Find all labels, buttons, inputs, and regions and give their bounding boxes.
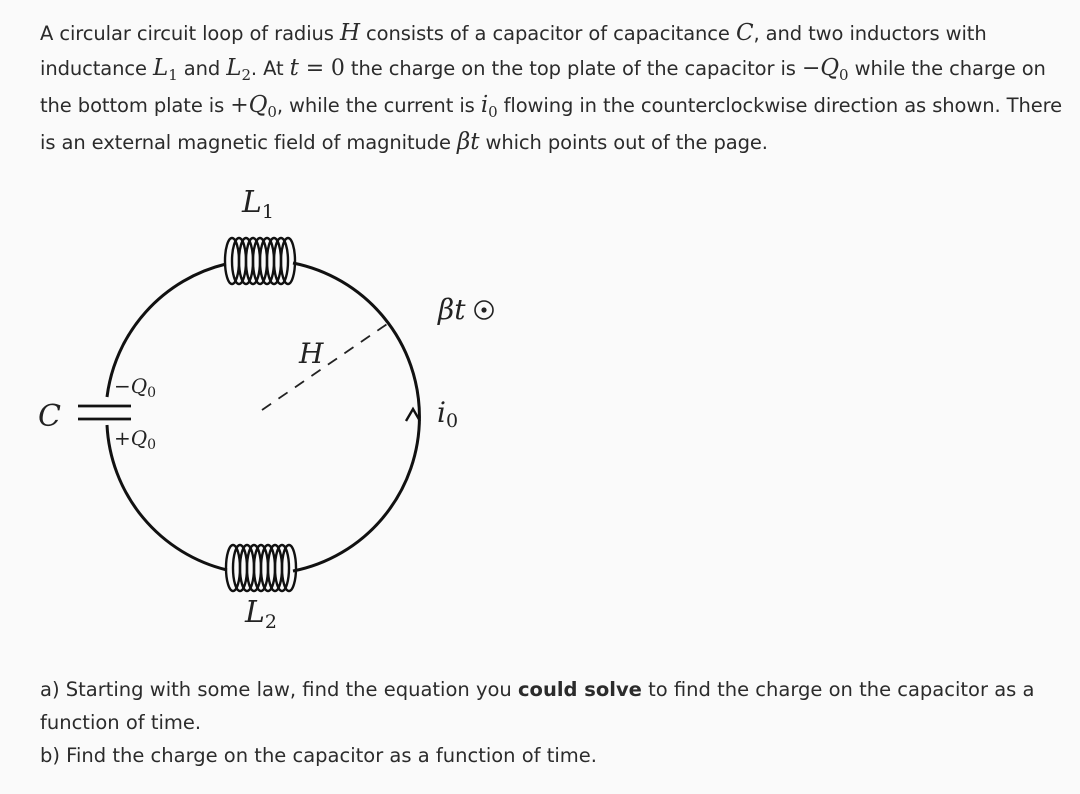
subscript: 0 bbox=[839, 66, 849, 84]
text: flowing in the counterclockwise direction as shown. There is an external magnetic field of magnitude bbox=[40, 94, 1063, 154]
text: . At bbox=[250, 57, 290, 80]
field-dot-icon bbox=[481, 307, 486, 312]
label-top-plate-charge: $-Q_0$ bbox=[114, 374, 157, 401]
text: and bbox=[177, 57, 227, 80]
text: the charge on the top plate of the capacitor is bbox=[344, 57, 802, 80]
question-b: b) Find the charge on the capacitor as a function of time. bbox=[40, 744, 597, 767]
circuit-diagram bbox=[0, 170, 560, 640]
symbol-beta-t: βt bbox=[457, 129, 480, 155]
text: to find the charge on the capacitor as a function of time. bbox=[40, 678, 1035, 734]
equals-zero: = 0 bbox=[298, 56, 345, 81]
inductor-l2-coil bbox=[226, 545, 296, 591]
question-a bbox=[40, 673, 1070, 739]
text: , while the current is bbox=[276, 94, 481, 117]
symbol-Q: Q bbox=[248, 92, 268, 118]
symbol-H: H bbox=[339, 20, 360, 46]
problem-statement bbox=[40, 16, 1070, 160]
label-l2: $L_2$ bbox=[245, 595, 278, 633]
text: while the charge on the bottom plate is bbox=[40, 57, 1046, 117]
text: a) Starting with some law, find the equation you bbox=[40, 678, 518, 701]
label-field: βt bbox=[438, 293, 466, 326]
inductor-l1-coil bbox=[225, 238, 295, 284]
text: A circular circuit loop of radius bbox=[40, 22, 340, 45]
label-bottom-plate-charge: $+Q_0$ bbox=[114, 426, 157, 453]
subscript: 1 bbox=[168, 66, 178, 84]
bold-text: could solve bbox=[518, 678, 642, 701]
subscript: 2 bbox=[241, 66, 251, 84]
plus-sign: + bbox=[230, 93, 249, 118]
subscript: 0 bbox=[488, 103, 498, 121]
loop-wire-right bbox=[293, 263, 419, 571]
label-capacitor: C bbox=[38, 399, 61, 434]
symbol-L: L bbox=[226, 55, 242, 81]
minus-sign: − bbox=[801, 56, 821, 81]
symbol-L: L bbox=[153, 55, 169, 81]
symbol-i: i bbox=[480, 92, 489, 118]
symbol-t: t bbox=[289, 55, 299, 81]
label-current: i0 bbox=[437, 396, 459, 432]
questions bbox=[40, 673, 1070, 772]
circuit-figure bbox=[0, 170, 560, 640]
symbol-Q: Q bbox=[820, 55, 840, 81]
label-l1: $L_1$ bbox=[242, 185, 275, 223]
text: which points out of the page. bbox=[479, 131, 768, 154]
text: consists of a capacitor of capacitance bbox=[359, 22, 736, 45]
label-radius: H bbox=[299, 337, 324, 370]
symbol-C: C bbox=[735, 20, 754, 46]
subscript: 0 bbox=[267, 103, 277, 121]
radius-dashed-line bbox=[262, 322, 390, 410]
text: , and two inductors with inductance bbox=[40, 22, 987, 80]
